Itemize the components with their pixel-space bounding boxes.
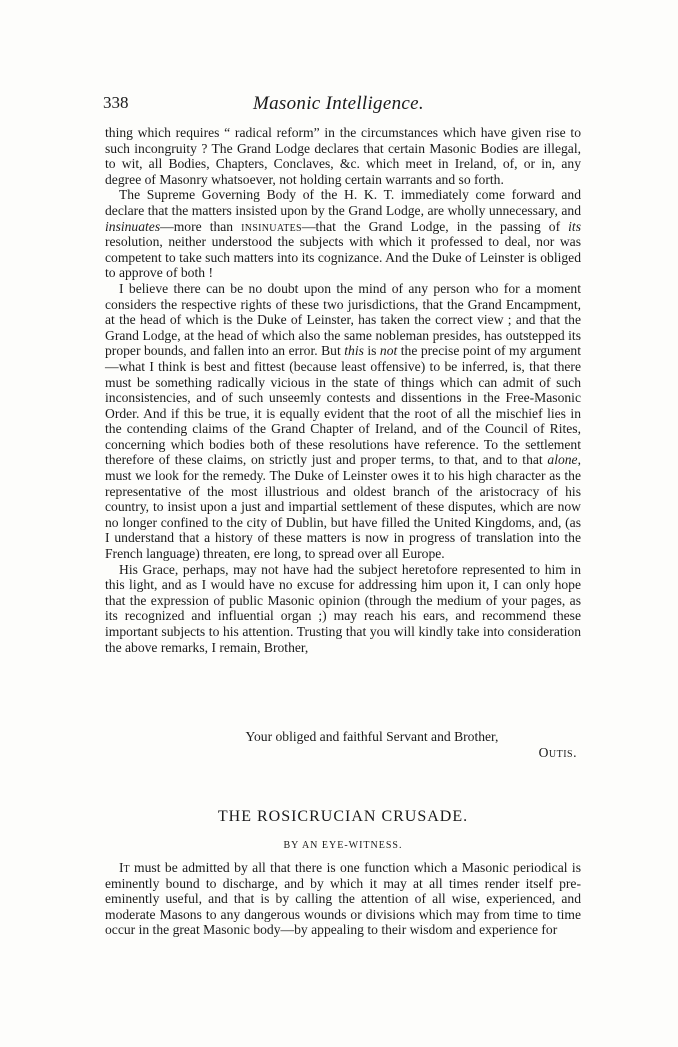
article-title: THE ROSICRUCIAN CRUSADE. <box>217 808 469 825</box>
lead-word: It <box>119 860 130 875</box>
running-head <box>103 93 583 117</box>
running-title: Masonic Intelligence. <box>253 93 424 114</box>
letter-signoff <box>105 729 581 760</box>
letter-paragraph-2: The Supreme Governing Body of the H. K. T. immediately come forward and declare that the matters insisted upon by the Grand Lodge, are wholly unnecessary, and insinuates—more than insinuates—that the Grand Lodge, in the passing of its resolution, neither understood the subjects with which it professed to deal, nor was competent to take such matters into its cognizance. And the Duke of Leinster is obliged to approve of both ! <box>105 187 581 281</box>
letter-paragraph-3: I believe there can be no doubt upon the mind of any person who for a moment considers the respective rights of these two jurisdictions, that the Grand Encampment, at the head of which is the Duke of Leinster, has taken the correct view ; and that the Grand Lodge, at the head of which also the same nobleman presides, has outstepped its proper bounds, and fallen into an error. But this is not the precise point of my argument—what I think is best and fittest (because least offensive) to be inferred, is, that there must be something radically vicious in the state of things which can admit of such inconsistencies, and of such unseemly contests and dissentions in the Free-Masonic Order. And if this be true, it is equally evident that the root of all the mischief lies in the contending claims of the Grand Chapter of Ireland, and of the Council of Rites, concerning which bodies both of these resolutions have reference. To the settlement therefore of these claims, on strictly just and proper terms, to that, and to that alone, must we look for the remedy. The Duke of Leinster owes it to his high character as the representative of the most illustrious and oldest branch of the aristocracy of his country, to insist upon a just and impartial settlement of these disputes, which are now no longer confined to the city of Dublin, but have filled the United Kingdoms, and, (as I understand that a history of these matters is now in progress of translation into the French language) threaten, ere long, to spread over all Europe. <box>105 280 582 562</box>
signature: Outis. <box>538 744 577 760</box>
letter-paragraph-1: thing which requires “ radical reform” in the circumstances which have given rise to such incongruity ? The Grand Lodge declares that certain Masonic Bodies are illegal, to wit, all Bodies, Chapters, Conclaves, &c. which meet in Ireland, of, or in, any degree of Masonry whatsoever, not holding certain warrants and so forth. <box>105 125 581 187</box>
closing-line: Your obliged and faithful Servant and Brother, <box>245 729 499 744</box>
letter-paragraph-4: His Grace, perhaps, may not have had the subject heretofore represented to him in this light, and as I would have no excuse for addressing him upon it, I can only hope that the expression of public Masonic opinion (through the medium of your pages, as its recognized and influential organ ;) may reach his ears, and recommend these important subjects to his attention. Trusting that you will kindly take into consideration the above remarks, I remain, Brother, <box>105 561 581 655</box>
letter-body <box>105 125 581 655</box>
article-byline: BY AN EYE-WITNESS. <box>283 840 403 851</box>
article-body <box>105 860 581 938</box>
article-paragraph-1: It must be admitted by all that there is one function which a Masonic periodical is eminently bound to discharge, and by which it may at all times render itself pre-eminently useful, and that is by calling the attention of all wise, experienced, and moderate Masons to any dangerous wounds or divisions which may from time to time occur in the great Masonic body—by appealing to their wisdom and experience for <box>105 860 581 938</box>
page-number: 338 <box>103 93 129 112</box>
